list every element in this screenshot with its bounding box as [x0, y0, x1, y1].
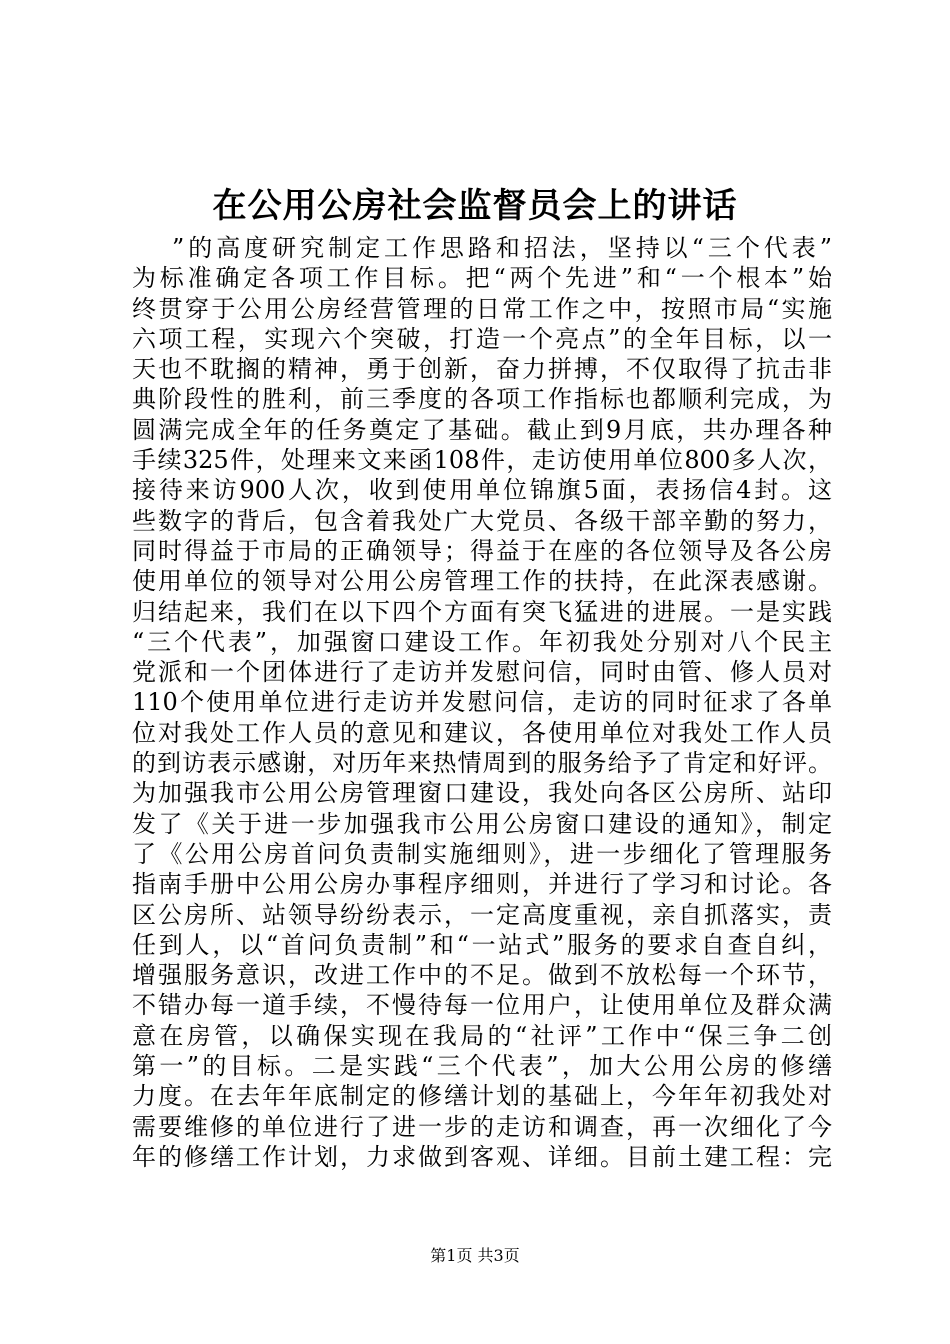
body-line: 需要维修的单位进行了进一步的走访和调查，再一次细化了今 — [132, 1112, 832, 1141]
body-line: 为加强我市公用公房管理窗口建设，我处向各区公房所、站印 — [132, 779, 832, 808]
body-line: 手续325件，处理来文来函108件，走访使用单位800多人次， — [132, 446, 832, 475]
body-line: 位对我处工作人员的意见和建议，各使用单位对我处工作人员 — [132, 718, 832, 747]
body-line: “三个代表”，加强窗口建设工作。年初我处分别对八个民主 — [132, 627, 832, 656]
body-line: 些数字的背后，包含着我处广大党员、各级干部辛勤的努力， — [132, 506, 832, 535]
document-title: 在公用公房社会监督员会上的讲话 — [212, 186, 738, 226]
body-line: 党派和一个团体进行了走访并发慰问信，同时由管、修人员对 — [132, 658, 832, 687]
body-line: 指南手册中公用公房办事程序细则，并进行了学习和讨论。各 — [132, 870, 832, 899]
body-line: 同时得益于市局的正确领导；得益于在座的各位领导及各公房 — [132, 536, 832, 565]
document-body — [132, 233, 832, 1172]
body-line: 典阶段性的胜利，前三季度的各项工作指标也都顺利完成，为 — [132, 385, 832, 414]
body-line: 了《公用公房首问负责制实施细则》，进一步细化了管理服务 — [132, 839, 832, 868]
body-line: 增强服务意识，改进工作中的不足。做到不放松每一个环节， — [132, 961, 832, 990]
body-line: 发了《关于进一步加强我市公用公房窗口建设的通知》，制定 — [132, 809, 832, 838]
body-line: 接待来访900人次，收到使用单位锦旗5面，表扬信4封。这 — [132, 476, 832, 505]
body-line: ”的高度研究制定工作思路和招法，坚持以“三个代表” — [172, 234, 832, 262]
body-line: 圆满完成全年的任务奠定了基础。截止到9月底，共办理各种 — [132, 415, 832, 444]
body-line: 六项工程，实现六个突破，打造一个亮点”的全年目标，以一 — [132, 324, 832, 353]
body-line: 的到访表示感谢，对历年来热情周到的服务给予了肯定和好评。 — [132, 749, 832, 778]
body-line: 区公房所、站领导纷纷表示，一定高度重视，亲自抓落实，责 — [132, 900, 832, 929]
body-line: 110个使用单位进行走访并发慰问信，走访的同时征求了各单 — [132, 688, 832, 717]
body-line: 第一”的目标。二是实践“三个代表”，加大公用公房的修缮 — [132, 1052, 832, 1081]
body-line: 终贯穿于公用公房经营管理的日常工作之中，按照市局“实施 — [132, 294, 832, 323]
page-number-footer: 第1页 共3页 — [430, 1246, 520, 1265]
body-line: 力度。在去年年底制定的修缮计划的基础上，今年年初我处对 — [132, 1082, 832, 1111]
body-line: 任到人，以“首问负责制”和“一站式”服务的要求自查自纠， — [132, 930, 832, 959]
body-line: 天也不耽搁的精神，勇于创新，奋力拼搏，不仅取得了抗击非 — [132, 355, 832, 384]
body-line: 归结起来，我们在以下四个方面有突飞猛进的进展。一是实践 — [132, 597, 832, 626]
body-line: 不错办每一道手续，不慢待每一位用户，让使用单位及群众满 — [132, 991, 832, 1020]
body-line: 使用单位的领导对公用公房管理工作的扶持，在此深表感谢。 — [132, 567, 832, 596]
body-line: 年的修缮工作计划，力求做到客观、详细。目前土建工程：完 — [132, 1142, 832, 1171]
body-line: 意在房管，以确保实现在我局的“社评”工作中“保三争二创 — [132, 1021, 832, 1050]
body-line: 为标准确定各项工作目标。把“两个先进”和“一个根本”始 — [132, 264, 832, 293]
